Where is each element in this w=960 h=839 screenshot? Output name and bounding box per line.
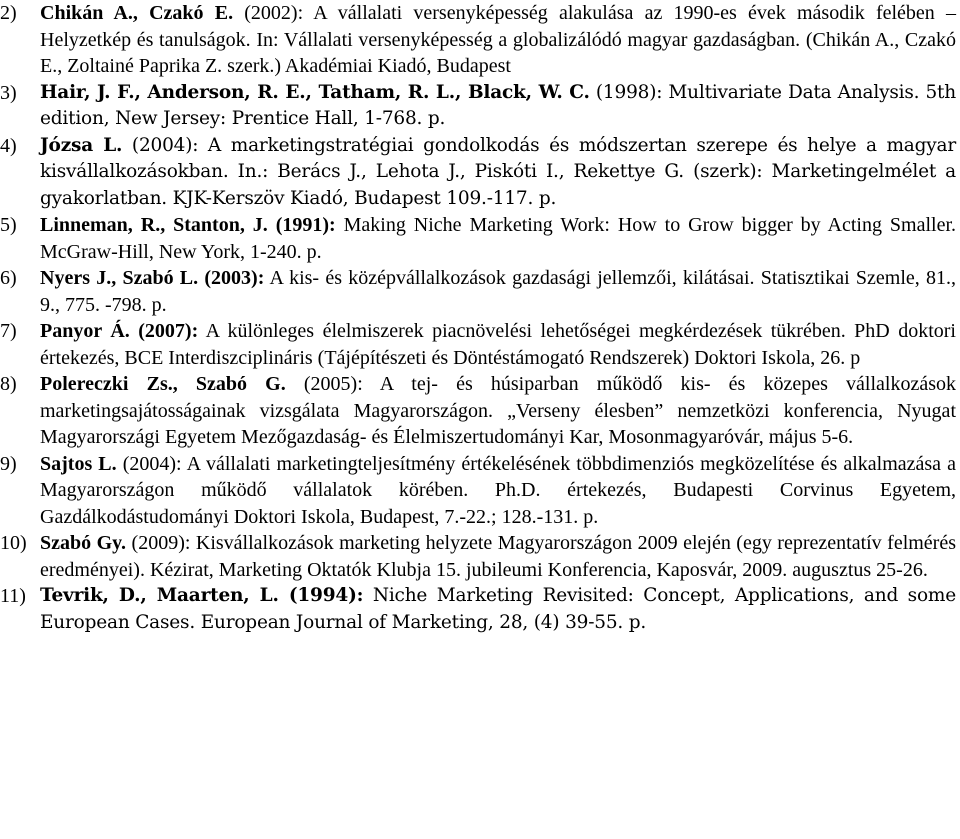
reference-year: (2007): <box>129 320 199 342</box>
reference-author: Józsa L. <box>40 134 123 156</box>
reference-item <box>0 212 956 265</box>
reference-details: (2005): A tej- és húsiparban működő kis- és közepes vállalkozások marketingsajátosságainak vizsgálata Magyarországon. „Verseny élesben” nemzetközi konferencia, Nyugat Magyarországi Egyetem Mezőgazdaság- és Élelmiszertudományi Kar, Mosonmagyaróvár, május 5-6. <box>40 373 956 448</box>
reference-text <box>40 133 956 213</box>
reference-number: 10) <box>0 532 27 554</box>
reference-details: A különleges élelmiszerek piacnövelési lehetőségei megkérdezések tükrében. PhD doktori értekezés, BCE Interdiszciplináris (Tájépítészeti és Döntéstámogató Rendszerek) Doktori Iskola, 26. p <box>40 320 956 369</box>
reference-details: Niche Marketing Revisited: Concept, Applications, and some European Cases. European Journal of Marketing, 28, (4) 39-55. p. <box>40 585 956 633</box>
reference-year: (1994): <box>278 585 364 606</box>
reference-item <box>0 451 956 531</box>
reference-number: 11) <box>0 585 26 607</box>
reference-text <box>40 265 956 318</box>
reference-number: 3) <box>0 81 17 104</box>
reference-author: Panyor Á. <box>40 320 130 342</box>
reference-details: (2002): A vállalati versenyképesség alakulása az 1990-es évek második felében – Helyzetkép és tanulságok. In: Vállalati versenyképesség a globalizálódó magyar gazdaságban. (Chikán A., Czakó E., Zoltainé Paprika Z. szerk.) Akadémiai Kiadó, Budapest <box>40 2 956 77</box>
reference-text <box>40 212 956 265</box>
reference-item <box>0 583 956 636</box>
reference-number: 9) <box>0 452 17 475</box>
reference-author: Szabó Gy. <box>40 532 127 554</box>
reference-item <box>0 133 956 213</box>
reference-author: Chikán A., Czakó E. <box>40 2 234 24</box>
reference-author: Linneman, R., Stanton, J. <box>40 214 268 236</box>
reference-item <box>0 318 956 371</box>
reference-text <box>40 0 956 80</box>
reference-text <box>40 583 956 636</box>
reference-text <box>40 371 956 451</box>
reference-author: Nyers J., Szabó L. <box>40 267 199 289</box>
reference-number: 8) <box>0 373 17 395</box>
reference-text <box>40 80 956 133</box>
reference-author: Tevrik, D., Maarten, L. <box>40 585 279 606</box>
reference-item <box>0 0 956 80</box>
reference-item <box>0 371 956 451</box>
reference-details: Making Niche Marketing Work: How to Grow bigger by Acting Smaller. McGraw-Hill, New York, 1-240. p. <box>40 214 957 263</box>
reference-text <box>40 530 956 583</box>
reference-item <box>0 265 956 318</box>
reference-number: 2) <box>0 2 17 24</box>
reference-details: (2004): A marketingstratégiai gondolkodás és módszertan szerepe és helye a magyar kisvállalkozásokban. In.: Berács J., Lehota J., Piskóti I., Rekettye G. (szerk): Marketingelmélet a gyakorlatban. KJK-Kerszöv Kiadó, Budapest 109.-117. p. <box>40 134 956 209</box>
reference-item <box>0 80 956 133</box>
reference-year: (2003): <box>198 267 265 289</box>
reference-details: (2009): Kisvállalkozások marketing helyzete Magyarországon 2009 elején (egy reprezentatív felmérés eredményei). Kézirat, Marketing Oktatók Klubja 15. jubileumi Konferencia, Kaposvár, 2009. augusztus 25-26. <box>40 532 957 581</box>
reference-year: (1991): <box>267 214 336 236</box>
reference-text <box>40 318 956 371</box>
reference-author: Polereczki Zs., Szabó G. <box>40 373 286 395</box>
reference-item <box>0 530 956 583</box>
reference-number: 6) <box>0 267 17 289</box>
reference-number: 4) <box>0 134 17 157</box>
reference-author: Sajtos L. <box>40 452 117 475</box>
reference-number: 5) <box>0 214 17 236</box>
reference-text <box>40 451 956 531</box>
reference-details: (1998): Multivariate Data Analysis. 5th edition, New Jersey: Prentice Hall, 1-768. p. <box>40 81 956 129</box>
reference-details: A kis- és középvállalkozások gazdasági jellemzői, kilátásai. Statisztikai Szemle, 81., 9., 775. -798. p. <box>40 267 956 316</box>
reference-number: 7) <box>0 320 17 342</box>
reference-details: (2004): A vállalati marketingteljesítmény értékelésének többdimenziós megközelítése és alkalmazása a Magyarországon működő vállalatok körében. Ph.D. értekezés, Budapesti Corvinus Egyetem, Gazdálkodástudományi Doktori Iskola, Budapest, 7.-22.; 128.-131. p. <box>40 452 957 528</box>
reference-author: Hair, J. F., Anderson, R. E., Tatham, R. L., Black, W. C. <box>40 81 590 103</box>
